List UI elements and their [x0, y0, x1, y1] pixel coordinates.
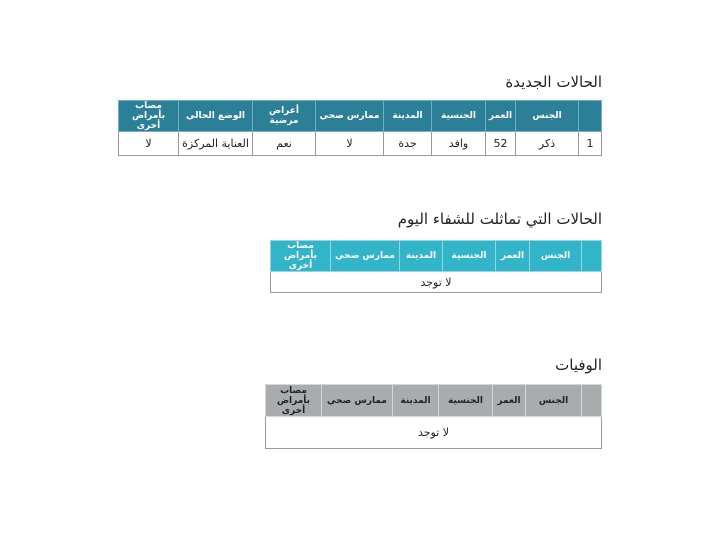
header-index	[582, 241, 602, 272]
deaths-table	[265, 384, 602, 449]
header-health-practitioner: ممارس صحي	[316, 101, 384, 132]
header-gender: الجنس	[516, 101, 579, 132]
header-city: المدينة	[400, 241, 443, 272]
empty-state-cell: لا توجد	[271, 272, 602, 293]
header-nationality: الجنسية	[439, 385, 493, 417]
cell-nationality: وافد	[432, 132, 486, 156]
header-nationality: الجنسية	[432, 101, 486, 132]
table-row	[266, 417, 602, 449]
cell-health-practitioner: لا	[316, 132, 384, 156]
header-other-diseases: مصاب بأمراض أخرى	[266, 385, 322, 417]
header-city: المدينة	[384, 101, 432, 132]
header-health-practitioner: ممارس صحي	[331, 241, 400, 272]
cell-index: 1	[579, 132, 602, 156]
new-cases-table	[118, 100, 602, 156]
new-cases-title: الحالات الجديدة	[505, 73, 602, 91]
table-header-row	[119, 101, 602, 132]
header-city: المدينة	[393, 385, 439, 417]
header-gender: الجنس	[530, 241, 582, 272]
header-symptoms: أعراض مرضية	[253, 101, 316, 132]
empty-state-cell: لا توجد	[266, 417, 602, 449]
table-header-row	[266, 385, 602, 417]
cell-city: جدة	[384, 132, 432, 156]
header-index	[579, 101, 602, 132]
table-row	[271, 272, 602, 293]
header-age: العمر	[486, 101, 516, 132]
cell-symptoms: نعم	[253, 132, 316, 156]
header-gender: الجنس	[526, 385, 582, 417]
header-other-diseases: مصاب بأمراض أخرى	[119, 101, 179, 132]
header-health-practitioner: ممارس صحي	[322, 385, 393, 417]
cell-gender: ذكر	[516, 132, 579, 156]
recovered-today-table	[270, 240, 602, 293]
header-age: العمر	[493, 385, 526, 417]
header-current-status: الوضع الحالي	[179, 101, 253, 132]
table-row	[119, 132, 602, 156]
cell-age: 52	[486, 132, 516, 156]
header-nationality: الجنسية	[443, 241, 496, 272]
deaths-title: الوفيات	[555, 356, 602, 374]
table-header-row	[271, 241, 602, 272]
cell-current-status: العناية المركزة	[179, 132, 253, 156]
header-index	[582, 385, 602, 417]
cell-other-diseases: لا	[119, 132, 179, 156]
recovered-today-title: الحالات التي تماثلت للشفاء اليوم	[397, 210, 602, 228]
header-age: العمر	[496, 241, 530, 272]
header-other-diseases: مصاب بأمراض أخرى	[271, 241, 331, 272]
